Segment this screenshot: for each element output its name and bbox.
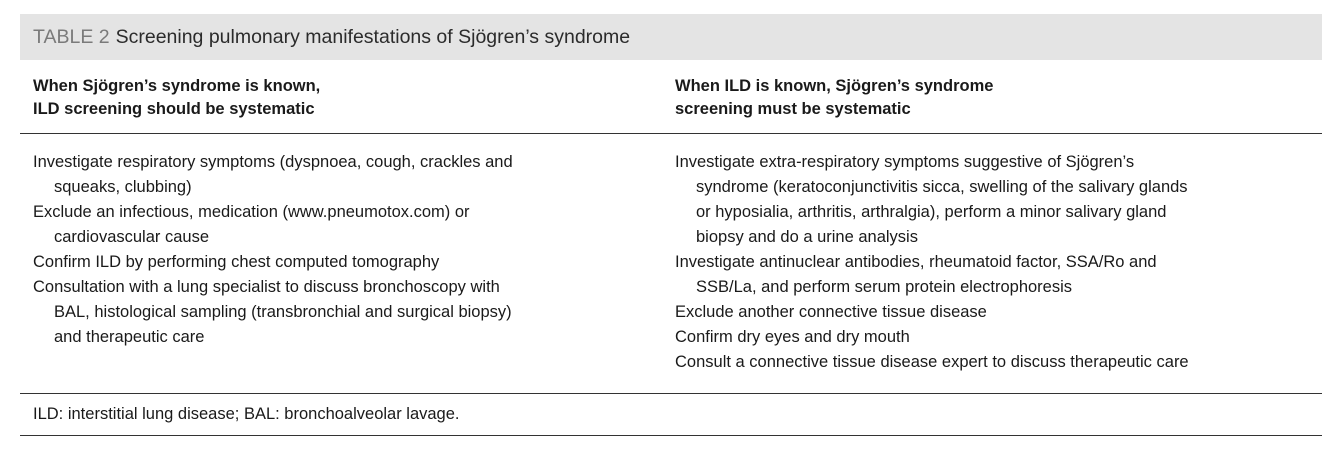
- right-column-item-line: Exclude another connective tissue disease: [675, 303, 987, 321]
- table-footnote: ILD: interstitial lung disease; BAL: bronchoalveolar lavage.: [20, 394, 1322, 436]
- right-column-item-line: Investigate extra-respiratory symptoms suggestive of Sjögren’s: [675, 153, 1135, 171]
- right-column-item: [675, 350, 1322, 375]
- right-column-item-line: Confirm dry eyes and dry mouth: [675, 328, 910, 346]
- left-column-item-line: and therapeutic care: [54, 328, 205, 346]
- left-column-item: [33, 150, 662, 200]
- left-column-item-line: Confirm ILD by performing chest computed tomography: [33, 253, 440, 271]
- right-column-item: [675, 300, 1322, 325]
- table-body-row: [20, 134, 1322, 394]
- left-column-item: [33, 250, 662, 275]
- table-caption-title: Screening pulmonary manifestations of Sjögren’s syndrome: [115, 25, 631, 48]
- right-column-item-line: Consult a connective tissue disease expert to discuss therapeutic care: [675, 353, 1189, 371]
- right-column-item-line: Investigate antinuclear antibodies, rheumatoid factor, SSA/Ro and: [675, 253, 1157, 271]
- left-column-item: [33, 200, 662, 250]
- header-left-line: ILD screening should be systematic: [33, 100, 315, 118]
- right-column-item-line: syndrome (keratoconjunctivitis sicca, swelling of the salivary glands: [696, 178, 1188, 196]
- header-right: [662, 60, 1322, 133]
- right-column-item-line: biopsy and do a urine analysis: [696, 228, 918, 246]
- left-column-item: [33, 275, 662, 350]
- left-column-item-line: BAL, histological sampling (transbronchial and surgical biopsy): [54, 303, 512, 321]
- left-column-item-line: Investigate respiratory symptoms (dyspnoea, cough, crackles and: [33, 153, 513, 171]
- right-column-item: [675, 250, 1322, 300]
- left-column-item-line: squeaks, clubbing): [54, 178, 192, 196]
- header-left: [20, 60, 662, 133]
- right-column-item: [675, 150, 1322, 250]
- table-caption: [20, 14, 1322, 60]
- table-header-row: [20, 60, 1322, 134]
- header-right-line: When ILD is known, Sjögren’s syndrome: [675, 77, 994, 95]
- header-right-line: screening must be systematic: [675, 100, 911, 118]
- table-caption-label: TABLE 2: [33, 25, 110, 48]
- right-column-item: [675, 325, 1322, 350]
- right-column-item-line: or hyposialia, arthritis, arthralgia), perform a minor salivary gland: [696, 203, 1167, 221]
- right-column-item-line: SSB/La, and perform serum protein electrophoresis: [696, 278, 1073, 296]
- left-column: [20, 134, 662, 393]
- left-column-item-line: cardiovascular cause: [54, 228, 209, 246]
- left-column-item-line: Consultation with a lung specialist to discuss bronchoscopy with: [33, 278, 500, 296]
- table: [20, 14, 1322, 436]
- header-left-line: When Sjögren’s syndrome is known,: [33, 77, 321, 95]
- left-column-item-line: Exclude an infectious, medication (www.pneumotox.com) or: [33, 203, 470, 221]
- right-column: [662, 134, 1322, 393]
